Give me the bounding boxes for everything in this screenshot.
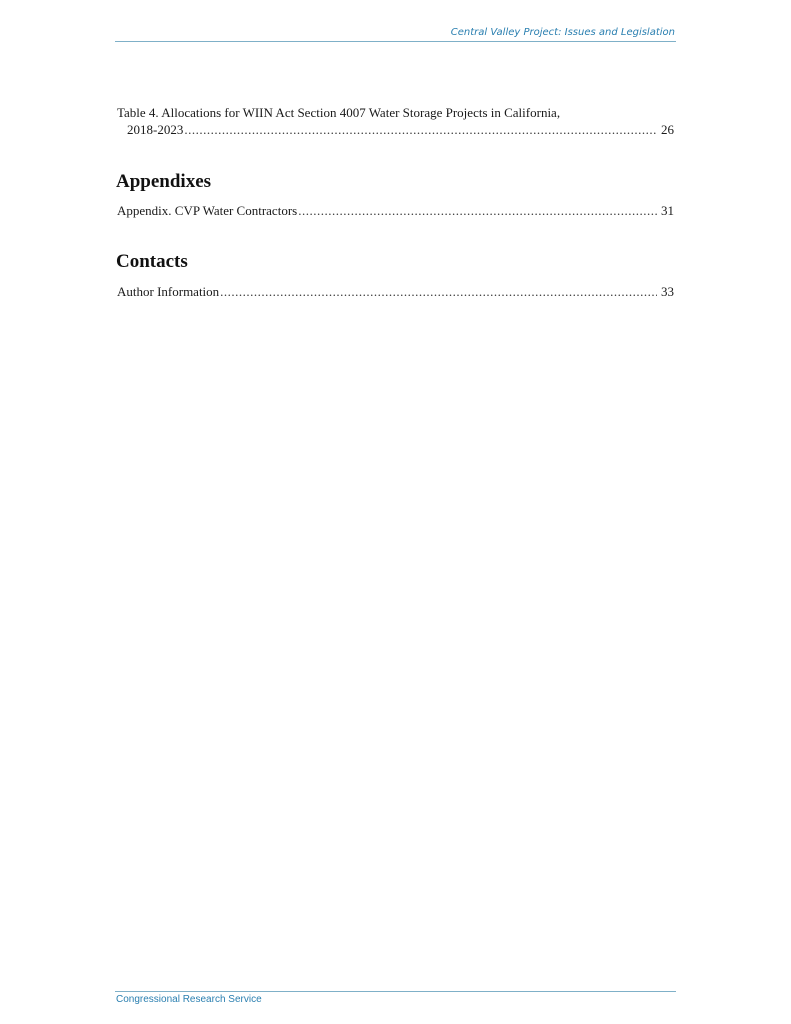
toc-entry-continuation [117,121,674,138]
section-heading-contacts: Contacts [116,251,188,272]
toc-entry-text: Appendix. CVP Water Contractors [117,203,298,218]
toc-line [117,202,674,219]
toc-entry-text-continued: 2018-2023 [127,122,184,137]
toc-line [117,283,674,300]
page-header [115,26,676,42]
toc-entry-text: Table 4. Allocations for WIIN Act Section 4007 Water Storage Projects in California, [117,105,561,120]
toc-entry-table-4[interactable] [117,104,674,138]
header-title: Central Valley Project: Issues and Legislation [450,27,675,38]
dot-leader [220,283,657,300]
page-footer [115,991,676,1005]
toc-page-number: 26 [661,122,674,137]
toc-entry-appendix[interactable] [117,202,674,219]
toc-page-number: 31 [661,203,674,218]
toc-entry-author-information[interactable] [117,283,674,300]
dot-leader [184,121,657,138]
dot-leader [298,202,657,219]
toc-entry-text: Author Information [117,284,220,299]
footer-label: Congressional Research Service [116,994,262,1005]
section-heading-appendixes: Appendixes [116,171,212,192]
toc-page-number: 33 [661,284,674,299]
